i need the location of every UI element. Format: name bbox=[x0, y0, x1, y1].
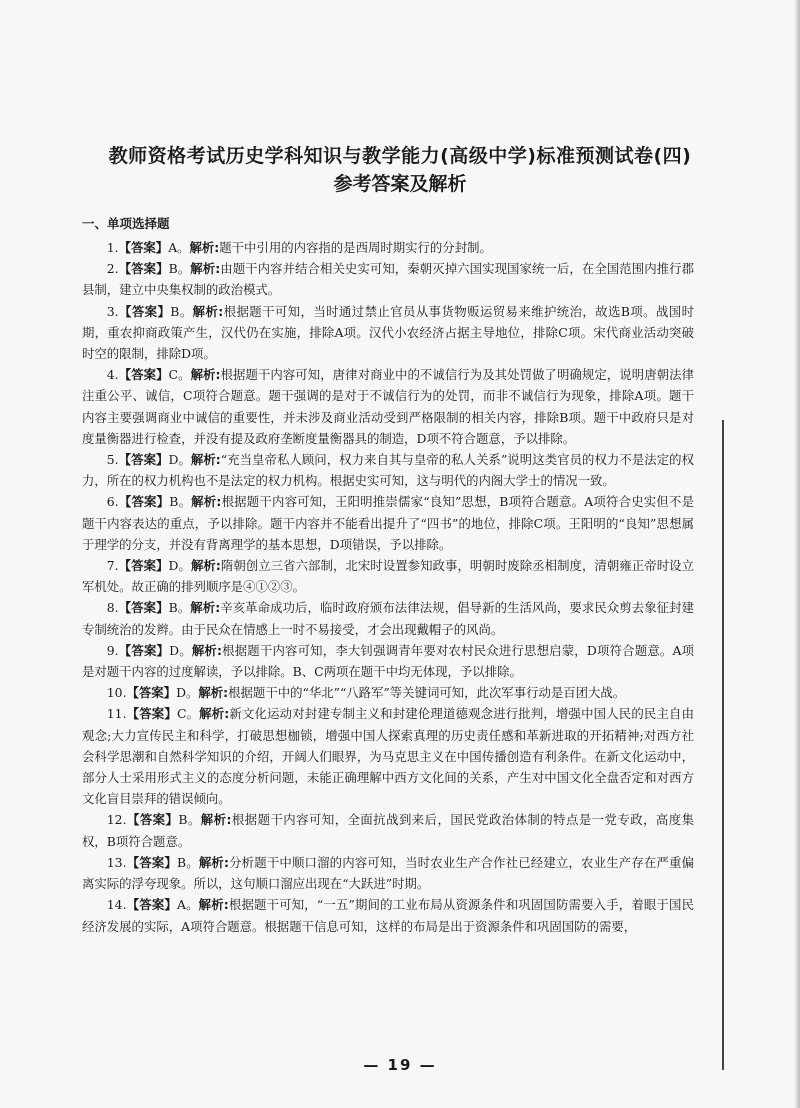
answer-choice: B。 bbox=[176, 854, 199, 870]
answer-label: 【答案】 bbox=[126, 706, 177, 722]
answer-item bbox=[82, 449, 694, 491]
analysis-label: 解析: bbox=[198, 685, 229, 701]
analysis-label: 解析: bbox=[198, 897, 229, 913]
answer-item-number: 2. bbox=[106, 261, 119, 277]
answer-item-number: 4. bbox=[106, 367, 119, 383]
answer-label: 【答案】 bbox=[118, 303, 171, 319]
analysis-text: 隋朝创立三省六部制，北宋时设置参知政事，明朝时废除丞相制度，清朝雍正帝时设立军机处。故正确的排列顺序是④①②③。 bbox=[82, 558, 694, 595]
analysis-text: 根据题干内容可知，唐律对商业中的不诚信行为及其处罚做了明确规定，说明唐朝法律注重公平、诚信，C项符合题意。题干强调的是对于不诚信行为的处罚，而非不诚信行为现象，排除A项。题干内容主要强调商业中诚信的重要性，并未涉及商业活动受到严格限制的相关内容，排除B项。题干中政府只是对度量衡器进行检查，并没有提及政府垄断度量衡器具的制造，D项不符合题意，予以排除。 bbox=[82, 367, 694, 446]
answer-item bbox=[82, 597, 694, 639]
answer-item bbox=[82, 809, 694, 851]
analysis-text: 分析题干中顺口溜的内容可知，当时农业生产合作社已经建立，农业生产存在严重偏离实际的浮夸现象。所以，这句顺口溜应出现在“大跃进”时期。 bbox=[82, 854, 695, 892]
answer-item bbox=[82, 852, 694, 894]
answer-item-number: 10. bbox=[106, 685, 127, 701]
answer-item-number: 8. bbox=[106, 600, 119, 616]
answer-choice: D。 bbox=[169, 642, 192, 658]
analysis-label: 解析: bbox=[190, 452, 221, 468]
answer-choice: D。 bbox=[168, 558, 191, 574]
answer-label: 【答案】 bbox=[126, 897, 177, 913]
answer-item-number: 12. bbox=[106, 812, 127, 828]
analysis-text: 由题干内容并结合相关史实可知，秦朝灭掉六国实现国家统一后，在全国范围内推行郡县制，建立中央集权制的政治模式。 bbox=[82, 261, 695, 298]
answer-choice: D。 bbox=[168, 452, 191, 468]
answer-choice: B。 bbox=[178, 812, 201, 828]
answer-item bbox=[82, 640, 694, 682]
answer-item bbox=[82, 703, 694, 809]
answer-label: 【答案】 bbox=[126, 812, 179, 828]
analysis-label: 解析: bbox=[199, 706, 230, 722]
answer-item-number: 14. bbox=[106, 897, 127, 913]
answer-item bbox=[82, 237, 694, 258]
scan-edge-shadow bbox=[794, 0, 800, 1108]
answer-label: 【答案】 bbox=[126, 685, 177, 701]
analysis-text: 根据题干内容可知，李大钊强调青年要对农村民众进行思想启蒙，D项符合题意。A项是对题干内容的过度解读，予以排除。B、C两项在题干中均无体现，予以排除。 bbox=[82, 642, 694, 680]
answer-choice: B。 bbox=[169, 494, 192, 510]
analysis-label: 解析: bbox=[190, 600, 221, 616]
analysis-label: 解析: bbox=[198, 854, 229, 870]
section-heading: 一、单项选择题 bbox=[82, 216, 170, 231]
document-title: 教师资格考试历史学科知识与教学能力(高级中学)标准预测试卷(四) bbox=[108, 145, 692, 167]
analysis-text: 新文化运动对封建专制主义和封建伦理道德观念进行批判，增强中国人民的民主自由观念;大力宣传民主和科学，打破思想枷锁，增强中国人探索真理的历史责任感和革新进取的开拓精神;对西方社会科学思潮和自然科学知识的介绍，开阔人们眼界，为马克思主义在中国传播创造有利条件。在新文化运动中，部分人士采用形式主义的态度分析问题，未能正确理解中西方文化间的关系，产生对中国文化全盘否定和对西方文化盲目崇拜的错误倾向。 bbox=[82, 706, 694, 807]
analysis-text: “充当皇帝私人顾问，权力来自其与皇帝的私人关系”说明这类官员的权力不是法定的权力，所在的权力机构也不是法定的权力机构。根据史实可知，这与明代的内阁大学士的情况一致。 bbox=[82, 452, 694, 489]
analysis-label: 解析: bbox=[189, 240, 220, 255]
analysis-label: 解析: bbox=[190, 558, 221, 574]
answer-label: 【答案】 bbox=[118, 367, 169, 383]
answer-label: 【答案】 bbox=[118, 240, 169, 255]
analysis-text: 题干中引用的内容指的是西周时期实行的分封制。 bbox=[219, 240, 492, 255]
answer-item-number: 3. bbox=[106, 303, 119, 319]
analysis-text: 根据题干可知，“一五”期间的工业布局从资源条件和巩固国防需要入手，着眼于国民经济发展的实际，A项符合题意。根据题干信息可知，这样的布局是出于资源条件和巩固国防的需要， bbox=[82, 897, 695, 934]
answer-item-number: 1. bbox=[106, 240, 119, 255]
analysis-text: 根据题干中的“华北”“八路军”等关键词可知，此次军事行动是百团大战。 bbox=[228, 685, 626, 701]
answer-label: 【答案】 bbox=[118, 261, 169, 277]
answer-label: 【答案】 bbox=[118, 642, 170, 658]
answer-item bbox=[82, 301, 694, 365]
analysis-text: 辛亥革命成功后，临时政府颁布法律法规，倡导新的生活风尚，要求民众剪去象征封建专制统治的发辫。由于民众在情感上一时不易接受，才会出现戴帽子的风尚。 bbox=[82, 600, 695, 637]
answer-item-number: 9. bbox=[106, 642, 119, 658]
answer-choice: B。 bbox=[168, 600, 191, 616]
answer-item-number: 6. bbox=[106, 494, 119, 510]
answer-list bbox=[82, 237, 694, 937]
analysis-text: 根据题干内容可知，王阳明推崇儒家“良知”思想，B项符合题意。A项符合史实但不是题干内容表达的重点，予以排除。题干内容并不能看出提升了“四书”的地位，排除C项。王阳明的“良知”思想属于理学的分支，并没有背离理学的基本思想，D项错误，予以排除。 bbox=[82, 494, 694, 552]
answer-label: 【答案】 bbox=[118, 494, 170, 510]
answer-choice: C。 bbox=[176, 706, 200, 722]
answer-item-number: 5. bbox=[106, 452, 119, 468]
answer-choice: C。 bbox=[168, 367, 191, 383]
answer-choice: A。 bbox=[176, 897, 199, 913]
answer-choice: B。 bbox=[170, 303, 193, 319]
analysis-label: 解析: bbox=[191, 642, 222, 658]
answer-item bbox=[82, 894, 694, 936]
answer-label: 【答案】 bbox=[118, 600, 169, 616]
page-number: — 19 — bbox=[363, 1056, 437, 1074]
analysis-label: 解析: bbox=[192, 303, 224, 319]
scan-artifact-line bbox=[722, 420, 724, 1070]
analysis-label: 解析: bbox=[191, 494, 222, 510]
answer-label: 【答案】 bbox=[126, 854, 177, 870]
answer-item bbox=[82, 364, 694, 449]
analysis-label: 解析: bbox=[190, 367, 221, 383]
answer-item-number: 7. bbox=[106, 558, 119, 574]
answer-item bbox=[82, 555, 694, 597]
document-subtitle: 参考答案及解析 bbox=[333, 173, 467, 195]
analysis-text: 根据题干可知，当时通过禁止官员从事货物贩运贸易来维护统治，故选B项。战国时期，重农抑商政策产生，汉代仍在实施，排除A项。汉代小农经济占据主导地位，排除C项。宋代商业活动突破时空的限制，排除D项。 bbox=[82, 303, 694, 362]
analysis-label: 解析: bbox=[200, 812, 232, 828]
answer-item-number: 13. bbox=[106, 854, 127, 870]
answer-choice: B。 bbox=[168, 261, 191, 277]
analysis-text: 根据题干内容可知，全面抗战到来后，国民党政治体制的特点是一党专政，高度集权，B项符合题意。 bbox=[82, 812, 695, 849]
answer-item-number: 11. bbox=[106, 706, 127, 722]
answer-item bbox=[82, 491, 694, 555]
answer-item bbox=[82, 258, 694, 300]
answer-label: 【答案】 bbox=[118, 452, 169, 468]
answer-label: 【答案】 bbox=[118, 558, 169, 574]
answer-choice: A。 bbox=[168, 240, 190, 255]
answer-item bbox=[82, 682, 694, 703]
analysis-label: 解析: bbox=[190, 261, 221, 277]
answer-choice: D。 bbox=[176, 685, 199, 701]
